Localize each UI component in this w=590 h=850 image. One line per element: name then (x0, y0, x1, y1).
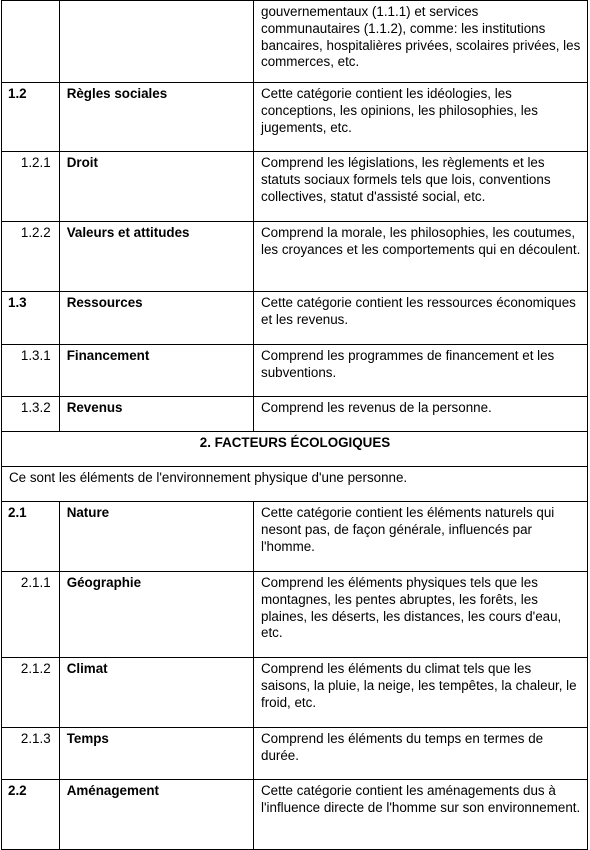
table-row (2, 780, 588, 850)
category-description: Comprend les revenus de la personne. (254, 397, 588, 432)
category-number: 1.3.1 (2, 345, 60, 397)
section-intro: Ce sont les éléments de l'environnement physique d'une personne. (2, 467, 588, 502)
category-name: Règles sociales (59, 83, 253, 152)
table-row (2, 83, 588, 152)
table-row (2, 397, 588, 432)
category-number: 2.2 (2, 780, 60, 850)
category-number: 1.2.2 (2, 222, 60, 292)
classification-table (1, 0, 588, 850)
table-row (2, 292, 588, 345)
category-number: 1.2.1 (2, 152, 60, 222)
category-description: Cette catégorie contient les aménagements dus à l'influence directe de l'homme sur son environnement. (254, 780, 588, 850)
category-description: Comprend les législations, les règlements et les statuts sociaux formels tels que lois, conventions collectives, statut d'assisté social, etc. (254, 152, 588, 222)
category-description: Comprend les éléments physiques tels que les montagnes, les pentes abruptes, les forêts, les plaines, les déserts, les distances, les cours d'eau, etc. (254, 572, 588, 658)
category-description: Comprend les éléments du climat tels que les saisons, la pluie, la neige, les tempêtes, la chaleur, le froid, etc. (254, 658, 588, 728)
category-name: Aménagement (59, 780, 253, 850)
table-row (2, 345, 588, 397)
table-row (2, 658, 588, 728)
category-number: 2.1 (2, 502, 60, 572)
category-description: gouvernementaux (1.1.1) et services communautaires (1.1.2), comme: les institutions bancaires, hospitalières privées, scolaires privées, les commerces, etc. (254, 1, 588, 83)
category-description: Cette catégorie contient les idéologies, les conceptions, les opinions, les philosophies, les jugements, etc. (254, 83, 588, 152)
category-name: Financement (59, 345, 253, 397)
table-row (2, 222, 588, 292)
category-description: Comprend les éléments du temps en termes de durée. (254, 728, 588, 780)
category-name (59, 1, 253, 83)
category-description: Comprend la morale, les philosophies, les coutumes, les croyances et les comportements qui en découlent. (254, 222, 588, 292)
category-number (2, 1, 60, 83)
category-description: Cette catégorie contient les éléments naturels qui nesont pas, de façon générale, influencés par l'homme. (254, 502, 588, 572)
category-number: 2.1.2 (2, 658, 60, 728)
table-body (2, 1, 588, 850)
category-name: Géographie (59, 572, 253, 658)
table-row (2, 152, 588, 222)
category-name: Temps (59, 728, 253, 780)
category-number: 2.1.3 (2, 728, 60, 780)
category-number: 2.1.1 (2, 572, 60, 658)
table-row (2, 728, 588, 780)
table-row (2, 432, 588, 467)
category-number: 1.3.2 (2, 397, 60, 432)
category-name: Valeurs et attitudes (59, 222, 253, 292)
category-number: 1.2 (2, 83, 60, 152)
category-name: Climat (59, 658, 253, 728)
category-number: 1.3 (2, 292, 60, 345)
category-description: Comprend les programmes de financement et les subventions. (254, 345, 588, 397)
table-row (2, 572, 588, 658)
category-name: Droit (59, 152, 253, 222)
category-name: Ressources (59, 292, 253, 345)
table-row (2, 467, 588, 502)
table-row (2, 502, 588, 572)
category-name: Revenus (59, 397, 253, 432)
category-description: Cette catégorie contient les ressources économiques et les revenus. (254, 292, 588, 345)
table-row (2, 1, 588, 83)
category-name: Nature (59, 502, 253, 572)
section-heading: 2. FACTEURS ÉCOLOGIQUES (2, 432, 588, 467)
